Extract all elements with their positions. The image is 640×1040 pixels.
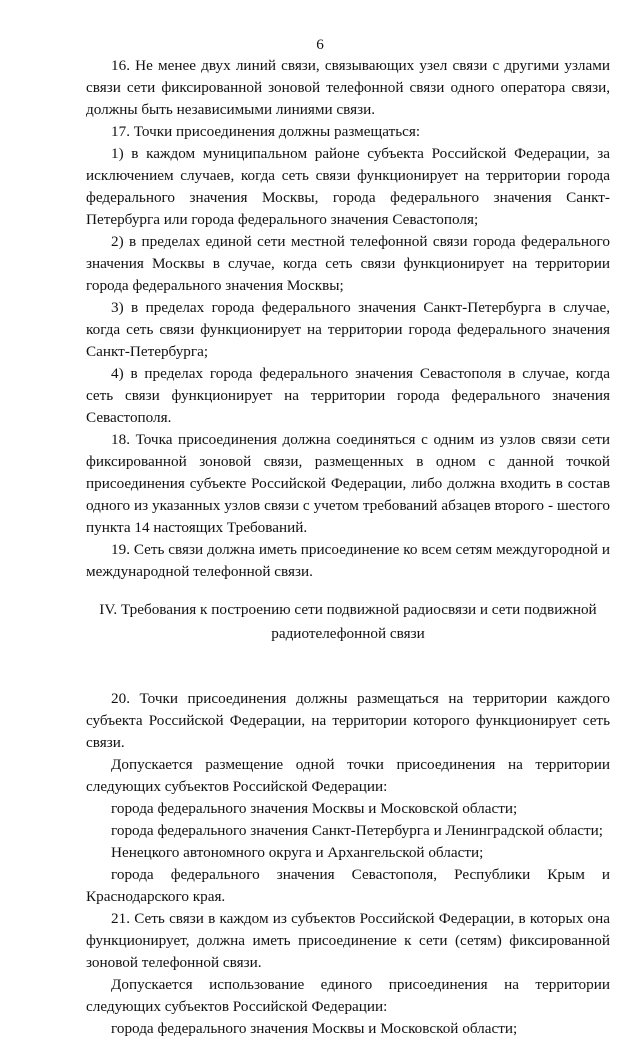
document-body — [86, 55, 610, 1040]
paragraph-17: 17. Точки присоединения должны размещаться: — [111, 123, 421, 140]
paragraph-17-item-2: 2) в пределах единой сети местной телефонной связи города федерального значения Москвы в случае, когда сеть связи функционирует на территории города федерального значения Москвы; — [86, 233, 610, 294]
list-item: города федерального значения Севастополя, Республики Крым и Краснодарского края. — [86, 866, 610, 905]
spacer — [86, 668, 610, 688]
paragraph-17-item-4: 4) в пределах города федерального значения Севастополя в случае, когда сеть связи функционирует на территории города федерального значения Севастополя. — [86, 365, 610, 426]
list-item: города федерального значения Санкт-Петербурга и Ленинградской области; — [111, 822, 603, 839]
section-heading: IV. Требования к построению сети подвижной радиосвязи и сети подвижной радиотелефонной связи — [99, 601, 597, 642]
paragraph-21-note: Допускается использование единого присоединения на территории следующих субъектов Российской Федерации: — [86, 976, 610, 1015]
paragraph-19: 19. Сеть связи должна иметь присоединение ко всем сетям междугородной и международной телефонной связи. — [86, 541, 610, 580]
paragraph-20: 20. Точки присоединения должны размещаться на территории каждого субъекта Российской Федерации, на территории которого функционирует сеть связи. — [86, 690, 610, 751]
list-item: Ненецкого автономного округа и Архангельской области; — [111, 844, 484, 861]
paragraph-17-item-1: 1) в каждом муниципальном районе субъекта Российской Федерации, за исключением случаев, когда сеть связи функционирует на территории города федерального значения Москвы, города федерального значения Санкт-Петербурга или города федерального значения Севастополя; — [86, 145, 610, 228]
paragraph-16: 16. Не менее двух линий связи, связывающих узел связи с другими узлами связи сети фиксированной зоновой телефонной связи одного оператора связи, должны быть независимыми линиями связи. — [86, 57, 610, 118]
list-item: города федерального значения Москвы и Московской области; — [111, 800, 518, 817]
list-item: города федерального значения Москвы и Московской области; — [111, 1020, 518, 1037]
paragraph-17-item-3: 3) в пределах города федерального значения Санкт-Петербурга в случае, когда сеть связи функционирует на территории города федерального значения Санкт-Петербурга; — [86, 299, 610, 360]
paragraph-20-note: Допускается размещение одной точки присоединения на территории следующих субъектов Российской Федерации: — [86, 756, 610, 795]
paragraph-18: 18. Точка присоединения должна соединяться с одним из узлов связи сети фиксированной зоновой связи, размещенных в одном с данной точкой присоединения субъекте Российской Федерации, либо должна входить в состав одного из указанных узлов связи с учетом требований абзацев второго - шестого пункта 14 настоящих Требований. — [86, 431, 610, 536]
paragraph-21: 21. Сеть связи в каждом из субъектов Российской Федерации, в которых она функционирует, должна иметь присоединение к сети (сетям) фиксированной зоновой телефонной связи. — [86, 910, 610, 971]
page-number: 6 — [316, 36, 324, 53]
